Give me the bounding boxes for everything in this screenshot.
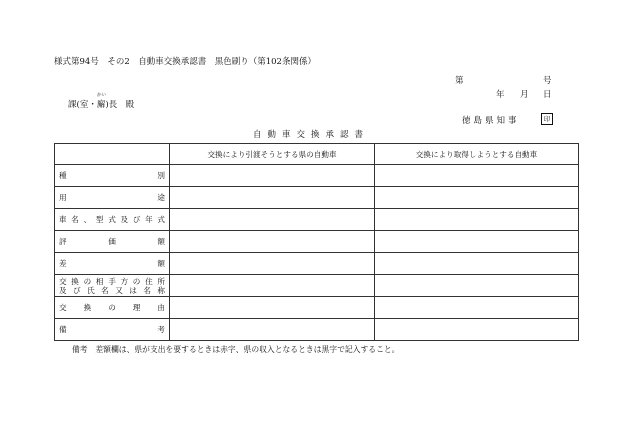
seal-mark: 印 xyxy=(541,113,553,125)
table-row xyxy=(55,231,579,253)
table-row xyxy=(55,187,579,209)
date-month: 月 xyxy=(520,90,529,100)
form-header: 様式第94号 その2 自動車交換承認書 黒色刷り（第102条関係） xyxy=(54,57,316,67)
counterparty-label-line1: 交換の相手方の住所 xyxy=(59,276,165,286)
row-label-model: 車名、型式及び年式 xyxy=(55,209,170,231)
document-title: 自動車交換承認書 xyxy=(253,130,370,140)
header-acquire-vehicle: 交換により取得しようとする自動車 xyxy=(375,144,579,165)
input-cell-transfer-model[interactable] xyxy=(170,209,375,231)
input-cell-acquire-reason[interactable] xyxy=(375,297,579,319)
table-row xyxy=(55,253,579,275)
table-row xyxy=(55,319,579,341)
input-cell-transfer-reason[interactable] xyxy=(170,297,375,319)
input-cell-transfer-difference[interactable] xyxy=(170,253,375,275)
input-cell-transfer-counterparty[interactable] xyxy=(170,275,375,297)
date-day: 日 xyxy=(543,90,552,100)
input-cell-transfer-valuation[interactable] xyxy=(170,231,375,253)
footnote: 備考 差額欄は、県が支出を要するときは赤字、県の収入となるときは黒字で記入すること。 xyxy=(72,345,400,354)
table-row xyxy=(55,297,579,319)
row-label-reason: 交換の理由 xyxy=(55,297,170,319)
input-cell-transfer-purpose[interactable] xyxy=(170,187,375,209)
row-label-remarks: 備考 xyxy=(55,319,170,341)
issuer-name: 徳島県知事 xyxy=(462,116,520,126)
input-cell-transfer-remarks[interactable] xyxy=(170,319,375,341)
input-cell-acquire-remarks[interactable] xyxy=(375,319,579,341)
table-row xyxy=(55,275,579,297)
row-label-type: 種別 xyxy=(55,165,170,187)
table-row xyxy=(55,209,579,231)
input-cell-acquire-counterparty[interactable] xyxy=(375,275,579,297)
input-cell-transfer-type[interactable] xyxy=(170,165,375,187)
date-year: 年 xyxy=(496,90,505,100)
header-blank-cell xyxy=(55,144,170,165)
counterparty-label-line2: 及び氏名又は名称 xyxy=(59,285,165,295)
input-cell-acquire-model[interactable] xyxy=(375,209,579,231)
addressee-ruby: かい xyxy=(97,93,106,98)
table-row xyxy=(55,165,579,187)
input-cell-acquire-type[interactable] xyxy=(375,165,579,187)
addressee: 課(室・廨)長 殿 xyxy=(68,100,135,110)
row-label-counterparty xyxy=(55,275,170,297)
approval-form-table xyxy=(54,143,579,341)
row-label-purpose: 用途 xyxy=(55,187,170,209)
number-prefix: 第 xyxy=(455,76,464,86)
row-label-valuation: 評価額 xyxy=(55,231,170,253)
row-label-difference: 差額 xyxy=(55,253,170,275)
number-suffix: 号 xyxy=(543,76,552,86)
input-cell-acquire-valuation[interactable] xyxy=(375,231,579,253)
input-cell-acquire-difference[interactable] xyxy=(375,253,579,275)
header-transfer-vehicle: 交換により引渡そうとする県の自動車 xyxy=(170,144,375,165)
input-cell-acquire-purpose[interactable] xyxy=(375,187,579,209)
table-header-row xyxy=(55,144,579,165)
